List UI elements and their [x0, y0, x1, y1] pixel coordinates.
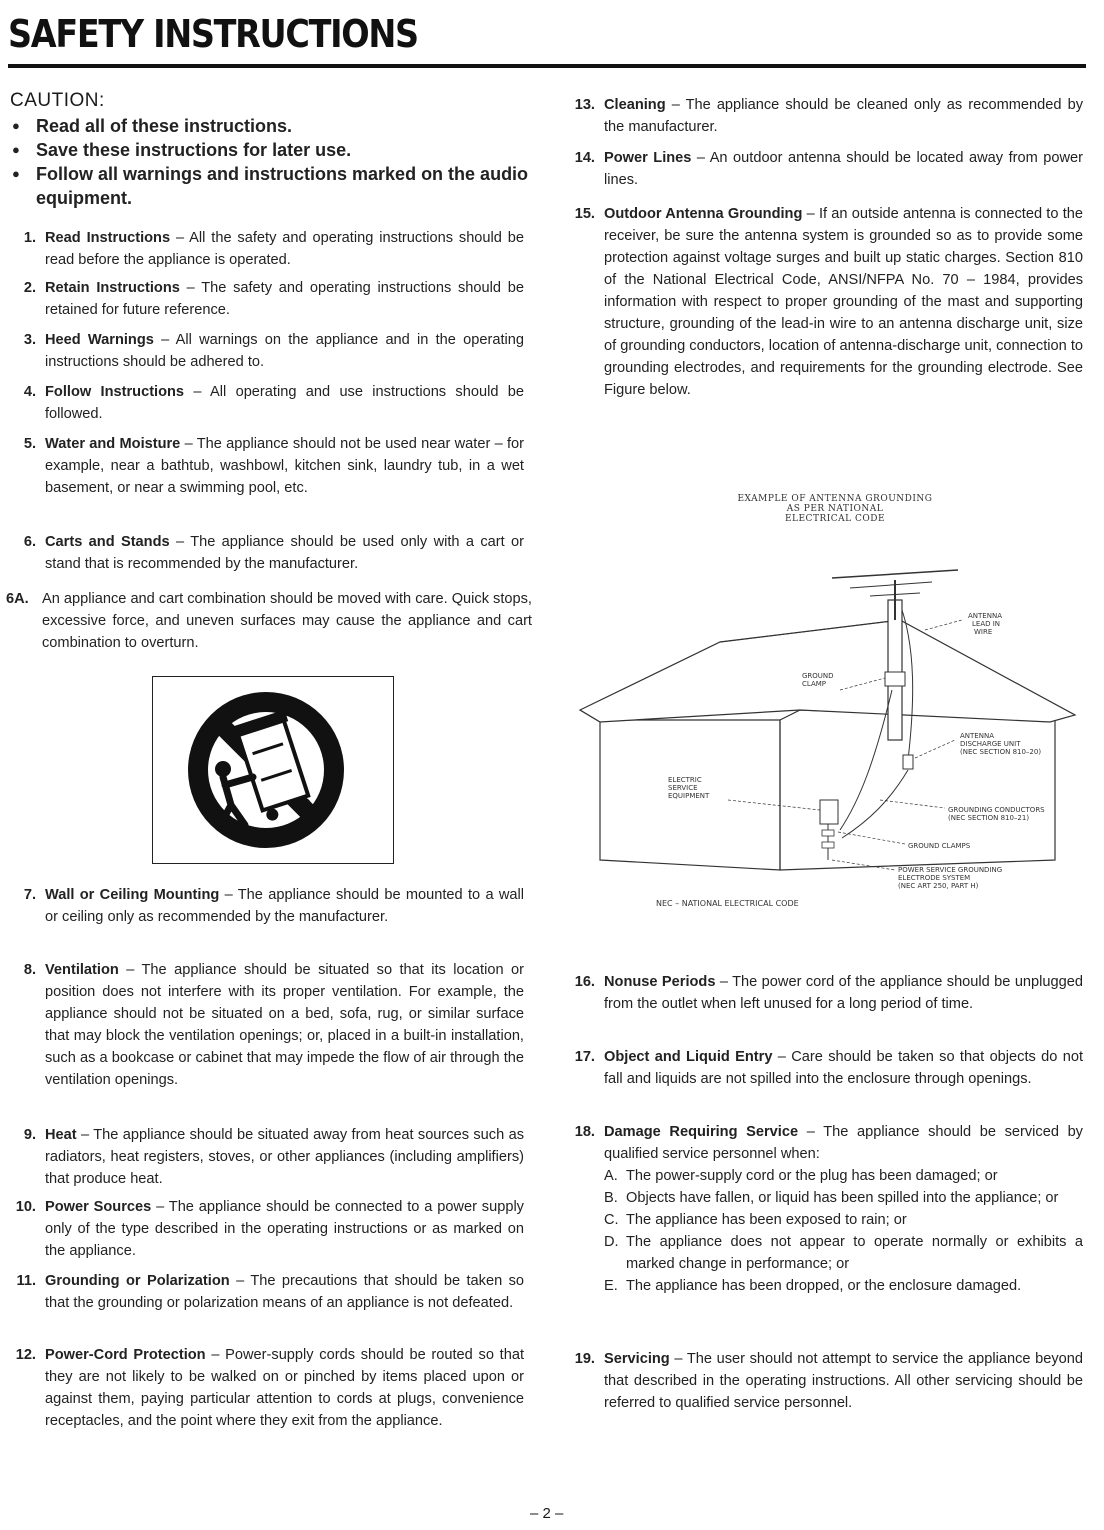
item-number: 13.	[574, 97, 595, 113]
item-text: The appliance should be mounted to a wall or ceiling only as recommended by the manufacturer.	[45, 887, 525, 925]
item-number: 4.	[23, 384, 36, 400]
item-text: Care should be taken so that objects do not fall and liquids are not spilled into the enclosure through openings.	[604, 1049, 1083, 1087]
instruction-item-11: 11. Grounding or Polarization – The precautions that should be taken so that the grounding or polarization means of an appliance is not defeated.	[6, 1270, 524, 1314]
item-text: The power cord of the appliance should be unplugged from the outlet when left unused for a long period of time.	[604, 974, 1083, 1012]
item-label: Power-Cord Protection	[45, 1347, 206, 1363]
instruction-item-5: 5. Water and Moisture – The appliance should not be used near water – for example, near a bathtub, washbowl, kitchen sink, laundry tub, in a wet basement, or near a swimming pool, etc.	[14, 433, 524, 499]
item-text: All warnings on the appliance and in the operating instructions should be adhered to.	[45, 332, 524, 370]
condition-text: The appliance does not appear to operate normally or exhibits a marked change in performance; or	[626, 1234, 1083, 1272]
condition-text: Objects have fallen, or liquid has been spilled into the appliance; or	[626, 1190, 1059, 1206]
item-text: Power-supply cords should be routed so that they are not likely to be walked on or pinched by items placed upon or against them, paying particular attention to cords at plugs, convenience receptacles, and the point where they exit from the appliance.	[45, 1347, 524, 1429]
item-text: The appliance should be serviced by qualified service personnel when:	[604, 1124, 1083, 1162]
item-number: 11.	[16, 1273, 36, 1289]
damage-conditions-list	[604, 1165, 1083, 1297]
item-number: 6A.	[6, 591, 29, 607]
item-text: The appliance should be cleaned only as recommended by the manufacturer.	[604, 97, 1083, 135]
label-discharge-unit: ANTENNA DISCHARGE UNIT (NEC SECTION 810–20)	[960, 732, 1042, 756]
condition-letter: D.	[604, 1234, 619, 1250]
antenna-grounding-figure	[570, 560, 1090, 920]
item-label: Object and Liquid Entry	[604, 1049, 773, 1065]
item-number: 18.	[574, 1124, 595, 1140]
caution-bullet: ● Save these instructions for later use.	[10, 138, 530, 162]
instruction-item-19: 19. Servicing – The user should not attempt to service the appliance beyond that described in the operating instructions. All other servicing should be referred to qualified service personnel.	[565, 1348, 1083, 1414]
item-number: 6.	[23, 534, 36, 550]
damage-condition	[604, 1275, 1083, 1297]
item-number: 16.	[574, 974, 595, 990]
damage-condition	[604, 1231, 1083, 1275]
page-title: SAFETY INSTRUCTIONS	[8, 12, 418, 56]
label-power-service: POWER SERVICE GROUNDING ELECTRODE SYSTEM (NEC ART 250, PART H)	[898, 866, 1003, 890]
figure-caption-line: AS PER NATIONAL	[786, 504, 884, 514]
figure-caption	[670, 494, 1000, 524]
instruction-item-15: 15. Outdoor Antenna Grounding – If an outside antenna is connected to the receiver, be sure the antenna system is grounded so as to provide some protection against voltage surges and built up static charges. Section 810 of the National Electrical Code, ANSI/NFPA No. 70 – 1984, provides information with respect to proper grounding of the mast and supporting structure, grounding of the lead-in wire to an antenna discharge unit, size of grounding conductors, location of antenna-discharge unit, connection to grounding electrodes, and requirements for the grounding electrode. See Figure below.	[565, 203, 1083, 401]
item-label: Wall or Ceiling Mounting	[45, 887, 220, 903]
instruction-item-6: 6. Carts and Stands – The appliance should be used only with a cart or stand that is recommended by the manufacturer.	[14, 531, 524, 575]
item-label: Heed Warnings	[45, 332, 154, 348]
page-number: – 2 –	[530, 1505, 564, 1522]
item-text: All operating and use instructions should be followed.	[45, 384, 525, 422]
instruction-item-7: 7. Wall or Ceiling Mounting – The appliance should be mounted to a wall or ceiling only as recommended by the manufacturer.	[14, 884, 524, 928]
item-label: Cleaning	[604, 97, 666, 113]
item-number: 10.	[15, 1199, 36, 1215]
condition-letter: A.	[604, 1168, 618, 1184]
condition-letter: E.	[604, 1278, 618, 1294]
item-label: Read Instructions	[45, 230, 171, 246]
figure-caption-line: EXAMPLE OF ANTENNA GROUNDING	[737, 494, 933, 504]
item-number: 14.	[574, 150, 595, 166]
instruction-item-4: 4. Follow Instructions – All operating and use instructions should be followed.	[14, 381, 524, 425]
item-label: Grounding or Polarization	[45, 1273, 230, 1289]
item-label: Servicing	[604, 1351, 670, 1367]
instruction-item-12: 12. Power-Cord Protection – Power-supply cords should be routed so that they are not likely to be walked on or pinched by items placed upon or against them, paying particular attention to cords at plugs, convenience receptacles, and the point where they exit from the appliance.	[6, 1344, 524, 1432]
item-label: Damage Requiring Service	[604, 1124, 799, 1140]
label-nec-note: NEC – NATIONAL ELECTRICAL CODE	[656, 899, 799, 908]
caution-bullets	[10, 114, 530, 210]
item-label: Heat	[45, 1127, 77, 1143]
item-label: Outdoor Antenna Grounding	[604, 206, 803, 222]
cart-warning-pictogram	[152, 676, 394, 864]
instruction-item-14: 14. Power Lines – An outdoor antenna should be located away from power lines.	[565, 147, 1083, 191]
item-text: If an outside antenna is connected to the receiver, be sure the antenna system is grounded so as to provide some protection against voltage surges and built up static charges. Section 810 of the National Electrical Code, ANSI/NFPA No. 70 – 1984, provides information with respect to proper grounding of the mast and supporting structure, grounding of the lead-in wire to an antenna discharge unit, size of grounding conductors, location of antenna-discharge unit, connection to grounding electrodes, and requirements for the grounding electrode. See Figure below.	[604, 206, 1083, 398]
instruction-item-13: 13. Cleaning – The appliance should be cleaned only as recommended by the manufacturer.	[565, 94, 1083, 138]
item-number: 17.	[574, 1049, 595, 1065]
item-label: Follow Instructions	[45, 384, 185, 400]
item-text: An outdoor antenna should be located away from power lines.	[604, 150, 1084, 188]
item-number: 19.	[574, 1351, 595, 1367]
item-number: 3.	[23, 332, 36, 348]
item-text: An appliance and cart combination should be moved with care. Quick stops, excessive force, and uneven surfaces may cause the appliance and cart combination to overturn.	[42, 591, 532, 651]
caution-heading: CAUTION:	[10, 90, 105, 111]
item-number: 5.	[23, 436, 36, 452]
item-number: 1.	[23, 230, 36, 246]
item-text: The appliance should be used only with a cart or stand that is recommended by the manufacturer.	[45, 534, 524, 572]
instruction-item-1: 1. Read Instructions – All the safety and operating instructions should be read before the appliance is operated.	[14, 227, 524, 271]
condition-text: The appliance has been exposed to rain; or	[626, 1212, 907, 1228]
item-label: Retain Instructions	[45, 280, 180, 296]
no-cart-tipping-icon	[153, 677, 393, 863]
item-number: 9.	[23, 1127, 36, 1143]
instruction-item-6a	[6, 588, 532, 654]
item-label: Power Sources	[45, 1199, 152, 1215]
item-label: Ventilation	[45, 962, 119, 978]
condition-text: The power-supply cord or the plug has been damaged; or	[626, 1168, 998, 1184]
item-text: The safety and operating instructions should be retained for future reference.	[45, 280, 524, 318]
item-text: The appliance should not be used near water – for example, near a bathtub, washbowl, kitchen sink, laundry tub, in a wet basement, or near a swimming pool, etc.	[45, 436, 524, 496]
instruction-item-17: 17. Object and Liquid Entry – Care should be taken so that objects do not fall and liquids are not spilled into the enclosure through openings.	[565, 1046, 1083, 1090]
damage-condition	[604, 1165, 1083, 1187]
label-grounding-conductors: GROUNDING CONDUCTORS (NEC SECTION 810–21)	[948, 806, 1045, 822]
antenna-grounding-diagram	[570, 560, 1090, 920]
item-label: Carts and Stands	[45, 534, 170, 550]
item-text: The appliance should be situated away from heat sources such as radiators, heat registers, stoves, or other appliances (including amplifiers) that produce heat.	[45, 1127, 524, 1187]
figure-caption-line: ELECTRICAL CODE	[784, 514, 886, 524]
damage-condition	[604, 1209, 1083, 1231]
label-ground-clamps: GROUND CLAMPS	[908, 842, 971, 850]
item-label: Power Lines	[604, 150, 692, 166]
caution-bullet: ● Read all of these instructions.	[10, 114, 530, 138]
item-label: Nonuse Periods	[604, 974, 716, 990]
instruction-item-18: 18. Damage Requiring Service – The appliance should be serviced by qualified service personnel when: A. The power-supply cord or the plug has been damaged; or B. Objects have fallen, or liquid has been spilled into the appliance; or C. The appliance has been exposed to rain; or D. The appliance does not appear to operate normally or exhibits a marked change in performance; or E. The appliance has been dropped, or the enclosure damaged.	[565, 1121, 1083, 1297]
instruction-item-16: 16. Nonuse Periods – The power cord of the appliance should be unplugged from the outlet when left unused for a long period of time.	[565, 971, 1083, 1015]
condition-letter: B.	[604, 1190, 618, 1206]
caution-bullet: ● Follow all warnings and instructions marked on the audio equipment.	[10, 162, 530, 210]
label-antenna-lead: ANTENNA LEAD IN WIRE	[968, 612, 1002, 636]
item-text: The precautions that should be taken so that the grounding or polarization means of an appliance is not defeated.	[45, 1273, 524, 1311]
item-number: 7.	[23, 887, 36, 903]
item-text: The user should not attempt to service the appliance beyond that described in the operating instructions. All other servicing should be referred to qualified service personnel.	[604, 1351, 1083, 1411]
title-rule	[8, 64, 1086, 68]
instruction-item-3: 3. Heed Warnings – All warnings on the appliance and in the operating instructions should be adhered to.	[14, 329, 524, 373]
label-electric-service: ELECTRIC SERVICE EQUIPMENT	[668, 776, 710, 800]
instruction-item-9: 9. Heat – The appliance should be situated away from heat sources such as radiators, heat registers, stoves, or other appliances (including amplifiers) that produce heat.	[14, 1124, 524, 1190]
item-number: 2.	[23, 280, 36, 296]
item-text: The appliance should be situated so that its location or position does not interfere with its proper ventilation. For example, the appliance should not be situated on a bed, sofa, rug, or similar surface that may block the ventilation openings; or, placed in a built-in installation, such as a bookcase or cabinet that may impede the flow of air through the ventilation openings.	[45, 962, 524, 1088]
item-label: Water and Moisture	[45, 436, 181, 452]
condition-text: The appliance has been dropped, or the enclosure damaged.	[626, 1278, 1022, 1294]
instruction-item-2: 2. Retain Instructions – The safety and operating instructions should be retained for future reference.	[14, 277, 524, 321]
instruction-item-10: 10. Power Sources – The appliance should be connected to a power supply only of the type described in the operating instructions or as marked on the appliance.	[6, 1196, 524, 1262]
item-text: The appliance should be connected to a power supply only of the type described in the operating instructions or as marked on the appliance.	[45, 1199, 524, 1259]
item-number: 12.	[15, 1347, 36, 1363]
condition-letter: C.	[604, 1212, 619, 1228]
instruction-item-8: 8. Ventilation – The appliance should be situated so that its location or position does not interfere with its proper ventilation. For example, the appliance should not be situated on a bed, sofa, rug, or similar surface that may block the ventilation openings; or, placed in a built-in installation, such as a bookcase or cabinet that may impede the flow of air through the ventilation openings.	[14, 959, 524, 1091]
item-number: 15.	[574, 206, 595, 222]
label-ground-clamp: GROUND CLAMP	[802, 672, 834, 688]
item-text: All the safety and operating instructions should be read before the appliance is operated.	[45, 230, 525, 268]
item-number: 8.	[23, 962, 36, 978]
damage-condition	[604, 1187, 1083, 1209]
